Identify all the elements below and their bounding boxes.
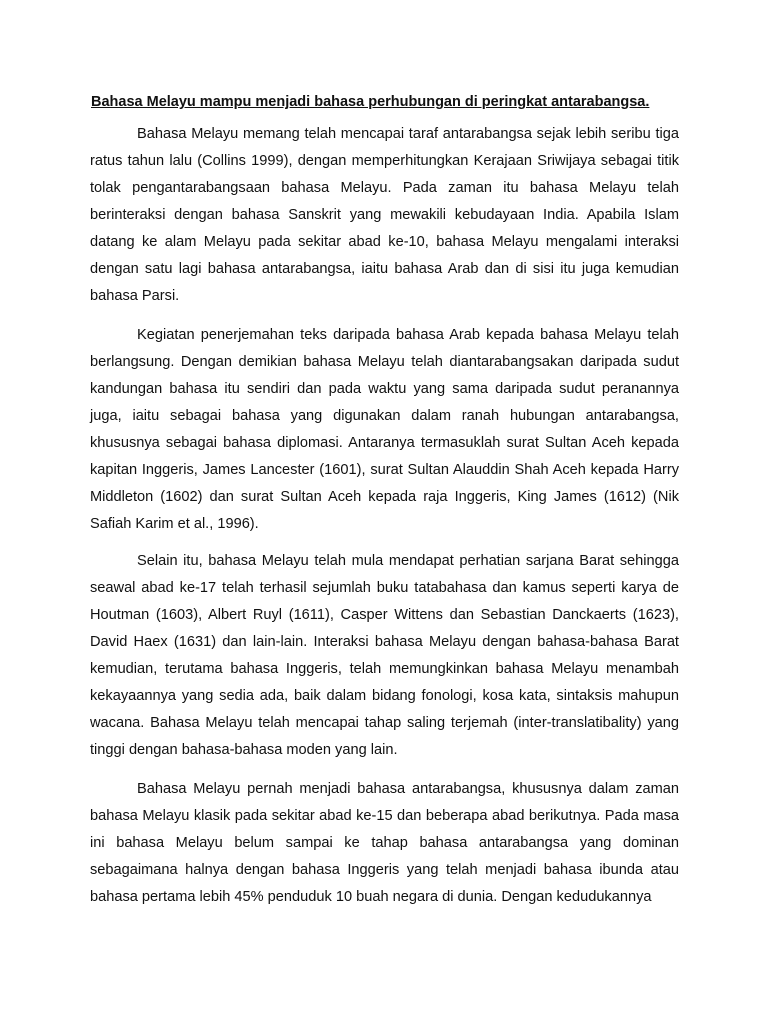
paragraph-1: Bahasa Melayu memang telah mencapai taraf antarabangsa sejak lebih seribu tiga ratus tahun lalu (Collins 1999), dengan memperhitungkan Kerajaan Sriwijaya sebagai titik tolak pengantarabangsaan bahasa Melayu. Pada zaman itu bahasa Melayu telah berinteraksi dengan bahasa Sanskrit yang mewakili kebudayaan India. Apabila Islam datang ke alam Melayu pada sekitar abad ke-10, bahasa Melayu mengalami interaksi dengan satu lagi bahasa antarabangsa, iaitu bahasa Arab dan di sisi itu juga kemudian bahasa Parsi. bbox=[90, 126, 679, 304]
paragraph-3: Selain itu, bahasa Melayu telah mula mendapat perhatian sarjana Barat sehingga seawal abad ke-17 telah terhasil sejumlah buku tatabahasa dan kamus seperti karya de Houtman (1603), Albert Ruyl (1611), Casper Wittens dan Sebastian Danckaerts (1623), David Haex (1631) dan lain-lain. Interaksi bahasa Melayu dengan bahasa-bahasa Barat kemudian, terutama bahasa Inggeris, telah memungkinkan bahasa Melayu menambah kekayaannya yang sedia ada, baik dalam bidang fonologi, kosa kata, sintaksis mahupun wacana. Bahasa Melayu telah mencapai tahap saling terjemah (inter-translatibality) yang tinggi dengan bahasa-bahasa moden yang lain. bbox=[90, 553, 679, 758]
paragraph-4: Bahasa Melayu pernah menjadi bahasa antarabangsa, khususnya dalam zaman bahasa Melayu klasik pada sekitar abad ke-15 dan beberapa abad berikutnya. Pada masa ini bahasa Melayu belum sampai ke tahap bahasa antarabangsa yang dominan sebagaimana halnya dengan bahasa Inggeris yang telah menjadi bahasa ibunda atau bahasa pertama lebih 45% penduduk 10 buah negara di dunia. Dengan kedudukannya bbox=[90, 781, 679, 905]
paragraph-2: Kegiatan penerjemahan teks daripada bahasa Arab kepada bahasa Melayu telah berlangsung. Dengan demikian bahasa Melayu telah diantarabangsakan daripada sudut kandungan bahasa itu sendiri dan pada waktu yang sama daripada sudut peranannya juga, iaitu sebagai bahasa yang digunakan dalam ranah hubungan antarabangsa, khususnya sebagai bahasa diplomasi. Antaranya termasuklah surat Sultan Aceh kepada kapitan Inggeris, James Lancester (1601), surat Sultan Alauddin Shah Aceh kepada Harry Middleton (1602) dan surat Sultan Aceh kepada raja Inggeris, King James (1612) (Nik Safiah Karim et al., 1996). bbox=[90, 327, 679, 532]
document-heading: Bahasa Melayu mampu menjadi bahasa perhubungan di peringkat antarabangsa. bbox=[91, 94, 650, 110]
